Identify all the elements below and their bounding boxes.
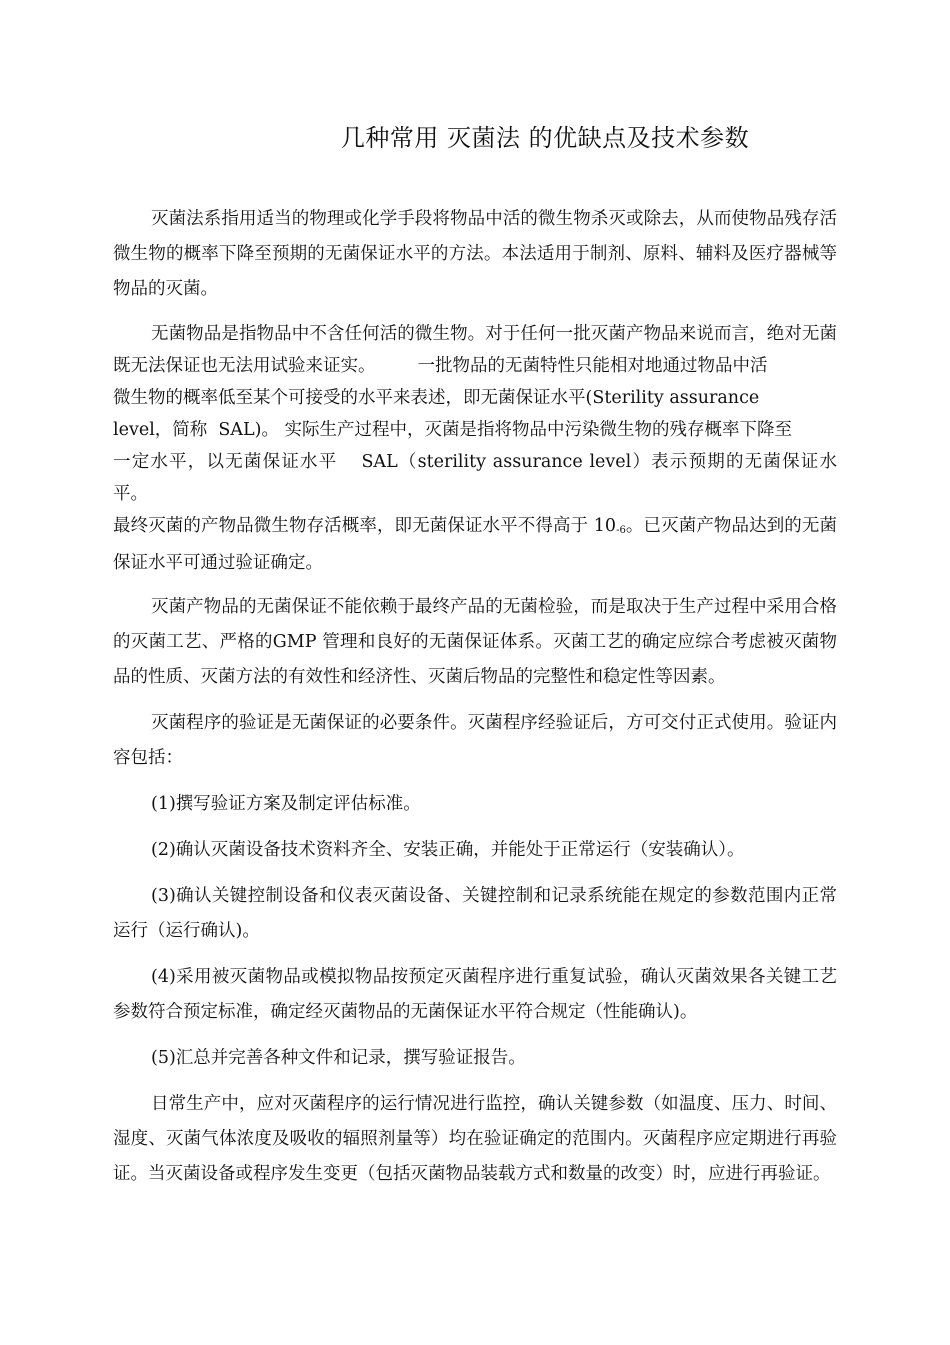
paragraph-text: SAL（sterility assurance level）表示预期的无菌保证水平。: [113, 452, 837, 504]
paragraph-text: 。已灭菌产物品达到的无菌保证水平可通过验证确定。: [113, 516, 837, 573]
list-item-5: (5)汇总并完善各种文件和记录，撰写验证报告。: [151, 1048, 526, 1068]
page-title: 几种常用 灭菌法 的优缺点及技术参数: [340, 124, 750, 152]
list-item-1: (1)撰写验证方案及制定评估标准。: [151, 794, 421, 814]
paragraph-text: 最终灭菌的产物品微生物存活概率，即无菌保证水平不得高于 10: [113, 516, 617, 536]
paragraph-text: 一批物品的无菌特性只能相对地通过物品中活: [417, 356, 768, 376]
paragraph-text: 微生物的概率低至某个可接受的水平来表述，即无菌保证水平(Sterility assurance: [113, 388, 760, 408]
paragraph-text: level，简称 SAL)。 实际生产过程中，灭菌是指将物品中污染微生物的残存概率下降至: [113, 420, 793, 440]
paragraph-sterile-items: [113, 318, 837, 579]
exponent: -6: [616, 525, 626, 536]
list-item-4: (4)采用被灭菌物品或模拟物品按预定灭菌程序进行重复试验，确认灭菌效果各关键工艺参数符合预定标准，确定经灭菌物品的无菌保证水平符合规定（性能确认)。: [113, 967, 837, 1022]
paragraph-text: 无菌物品是指物品中不含任何活的微生物。对于任何一批灭菌产物品来说而言，绝对无菌既无法保证也无法用试验来证实。: [113, 324, 837, 376]
paragraph-definition: 灭菌法系指用适当的物理或化学手段将物品中活的微生物杀灭或除去，从而使物品残存活微生物的概率下降至预期的无菌保证水平的方法。本法适用于制剂、原料、辅料及医疗器械等物品的灭菌。: [113, 209, 837, 299]
document-body: [113, 202, 837, 1203]
list-item-2: (2)确认灭菌设备技术资料齐全、安装正确，并能处于正常运行（安装确认）。: [151, 840, 745, 860]
paragraph-validation: 灭菌程序的验证是无菌保证的必要条件。灭菌程序经验证后，方可交付正式使用。验证内容包括：: [113, 713, 837, 768]
paragraph-assurance: 灭菌产物品的无菌保证不能依赖于最终产品的无菌检验，而是取决于生产过程中采用合格的灭菌工艺、严格的GMP 管理和良好的无菌保证体系。灭菌工艺的确定应综合考虑被灭菌物品的性质、灭菌方法的有效性和经济性、灭菌后物品的完整性和稳定性等因素。: [113, 597, 837, 687]
list-item-3: (3)确认关键控制设备和仪表灭菌设备、关键控制和记录系统能在规定的参数范围内正常运行（运行确认)。: [113, 886, 837, 941]
paragraph-routine: 日常生产中，应对灭菌程序的运行情况进行监控，确认关键参数（如温度、压力、时间、湿度、灭菌气体浓度及吸收的辐照剂量等）均在验证确定的范围内。灭菌程序应定期进行再验证。当灭菌设备或程序发生变更（包括灭菌物品装载方式和数量的改变）时，应进行再验证。: [113, 1094, 837, 1184]
paragraph-text: 一定水平，以无菌保证水平: [113, 452, 338, 472]
